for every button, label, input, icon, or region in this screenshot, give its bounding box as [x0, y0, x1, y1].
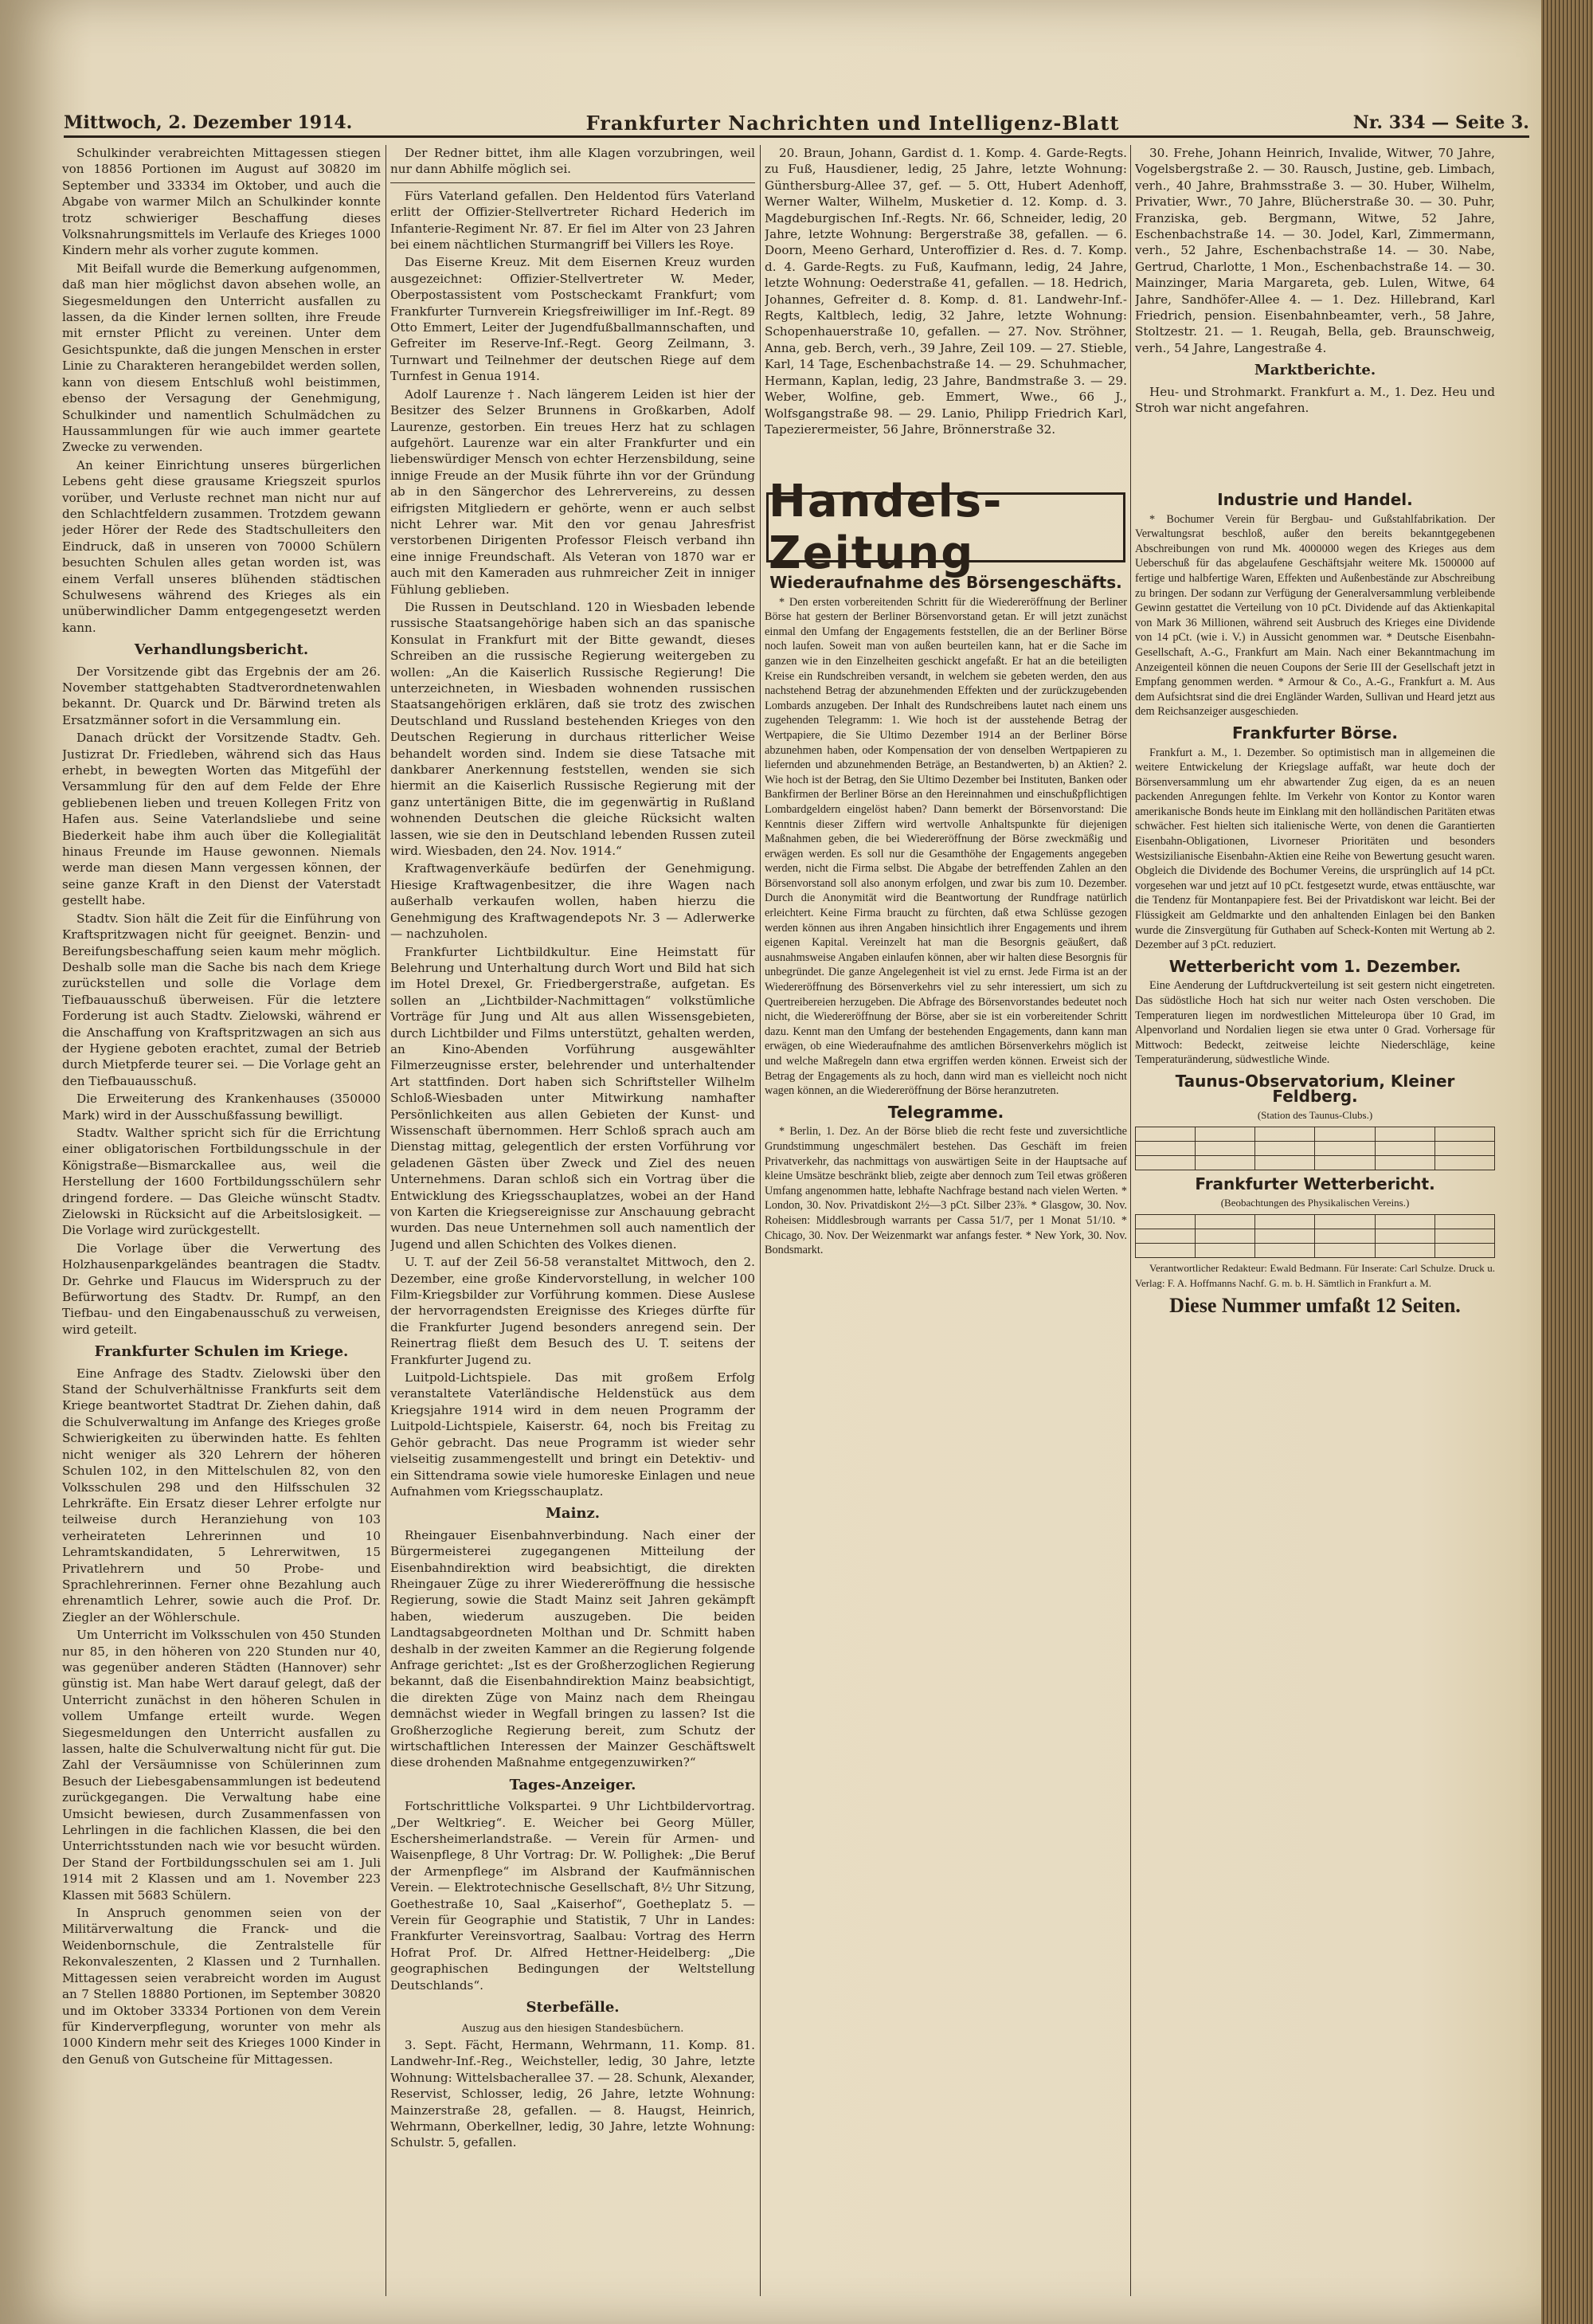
article-paragraph: 3. Sept. Fächt, Hermann, Wehrmann, 11. Komp. 81. Landwehr-Inf.-Reg., Weichsteller, ledig, 30 Jahre, letzte Wohnung: Wittelsbacherallee 37. — 28. Schunk, Alexander, Reservist, Schlosser, ledig, 26 Jahre, letzte Wohnung: Mainzerstraße 28, gefallen. — 8. Haugst, Heinrich, Wehrmann, Oberkellner, ledig, 30 Jahre, letzte Wohnung: Schulstr. 5, gefallen.: [390, 2037, 755, 2150]
weather-table-taunus: [1135, 1127, 1495, 1170]
handelszeitung-banner: Handels-Zeitung: [766, 492, 1125, 562]
section-heading: Frankfurter Wetterbericht.: [1195, 1174, 1435, 1193]
article-paragraph: Rheingauer Eisenbahnverbindung. Nach einer der Bürgermeisterei zugegangenen Mitteilung der Eisenbahndirektion wird beabsichtigt, die direkten Rheingauer Züge zu ihrer Wiedereröffnung die hessische Regierung, sowie die Stadt Mainz seit Jahren gekämpft haben, wiederum auszugeben. Die beiden Landtagsabgeordneten Molthan und Dr. Schmitt haben deshalb in der zweiten Kammer an die Regierung folgende Anfrage gerichtet: „Ist es der Großherzoglichen Regierung bekannt, daß die Eisenbahndirektion Mainz beabsichtigt, die direkten Züge von Mainz nach dem Rheingau demnächst wieder in Wegfall bringen zu lassen? Ist die Großherzogliche Regierung bereit, zum Schutz der wirtschaftlichen Interessen der Mainzer Geschäftswelt diese drohenden Maßnahme entgegenzuwirken?“: [390, 1527, 755, 1770]
column-rule: [760, 145, 761, 2296]
article-paragraph: Das Eiserne Kreuz. Mit dem Eisernen Kreuz wurden ausgezeichnet: Offizier-Stellvertreter W. Meder, Oberpostassistent vom Postscheckamt Frankfurt; vom Frankfurter Turnverein Kriegsfreiwilliger im Inf.-Regt. 89 Otto Emmert, Leiter der Jugendfußballmannschaften, und Gefreiter im Reserve-Inf.-Regt. Georg Zeilmann, 3. Turnwart und Teilnehmer der deutschen Riege auf dem Turnfest in Genua 1914.: [390, 255, 755, 384]
section-heading: Frankfurter Börse.: [1232, 723, 1398, 743]
section-subheading: Auszug aus den hiesigen Standesbüchern.: [461, 2022, 684, 2035]
article-paragraph: Frankfurter Lichtbildkultur. Eine Heimstatt für Belehrung und Unterhaltung durch Wort und Bild hat sich im Hotel Drexel, Gr. Friedbergerstraße, aufgetan. Es sollen an „Lichtbilder-Nachmittagen“ volkstümliche Vorträge für Jung und Alt aus allen Wissensgebieten, durch Lichtbilder und Films unterstützt, gehalten werden, an Kino-Abenden Vorführung ausgewählter Filmerzeugnisse erster, belehrender und unterhaltender Art stattfinden. Dort haben sich Schriftsteller Wilhelm Schloß-Wiesbaden unter Mitwirkung namhafter Persönlichkeiten aus allen Gebieten der Kunst- und Wissenschaft übernommen. Herr Schloß sprach auch am Dienstag mittag, gelegentlich der ersten Vorführung vor geladenen Gästen über Zweck und Ziel des neuen Unternehmens. Daran schloß sich ein Vortrag über die Entwicklung des Kriegsschauplatzes, wobei an der Hand von Karten die Kriegsereignisse zur Anschauung gebracht wurden. Das neue Unternehmen soll auch namentlich der Jugend und allen Schichten des Volkes dienen.: [390, 944, 755, 1252]
divider: [390, 182, 755, 183]
column-rule: [1130, 145, 1131, 2296]
article-paragraph: Der Vorsitzende gibt das Ergebnis der am 26. November stattgehabten Stadtverordnetenwahlen bekannt. Dr. Quarck und Dr. Bärwind treten als Ersatzmänner sofort in die Versammlung ein.: [62, 664, 381, 727]
section-heading: Frankfurter Schulen im Kriege.: [94, 1343, 349, 1361]
article-paragraph: * Bochumer Verein für Bergbau- und Gußstahlfabrikation. Der Verwaltungsrat beschloß, außer den bereits bekanntgegebenen Abschreibungen von rund Mk. 4000000 wegen des Krieges aus dem Ueberschuß für das abgelaufene Geschäftsjahr weitere Mk. 1500000 auf fertige und halbfertige Waren, Effekten und Außenbestände zur Abschreibung zu bringen. Der sodann zur Verfügung der Generalversammlung verbleibende Gewinn gestattet die Verteilung von 10 pCt. Dividende auf das Aktienkapital von Mark 36 Millionen, während seit Ausbruch des Krieges eine Dividende von 14 pCt. (wie i. V.) in Aussicht genommen war. * Deutsche Eisenbahn-Gesellschaft, A.-G., Frankfurt am Main. Nach einer Bekanntmachung im Anzeigenteil können die neuen Coupons der Serie III der Gesellschaft jetzt in Empfang genommen werden. * Armour & Co., A.-G., Frankfurt a. M. Aus dem Aufsichtsrat sind die drei Engländer Warden, Sullivan und Heard jetzt aus dem Reichsanzeiger ausgeschieden.: [1135, 512, 1495, 719]
masthead-date: Mittwoch, 2. Dezember 1914.: [64, 112, 353, 133]
article-paragraph: 20. Braun, Johann, Gardist d. 1. Komp. 4. Garde-Regts. zu Fuß, Hausdiener, ledig, 25 Jahre, letzte Wohnung: Günthersburg-Allee 37, gef. — 5. Ott, Hubert Adenhoff, Werner Walter, Wilhelm, Musketier d. 12. Komp. d. 3. Magdeburgischen Inf.-Regts. Nr. 66, Schneider, ledig, 20 Jahre, letzte Wohnung: Bergerstraße 38, gefallen. — 6. Doorn, Meeno Gerhard, Unteroffizier d. Res. d. 7. Komp. d. 4. Garde-Regts. zu Fuß, Kaufmann, ledig, 24 Jahre, letzte Wohnung: Oederstraße 41, gefallen. — 18. Hedrich, Johannes, Gefreiter d. 8. Komp. d. 81. Landwehr-Inf.-Regts, Kaltblech, ledig, 32 Jahre, letzte Wohnung: Schopenhauerstraße 10, gefallen. — 27. Nov. Ströhner, Anna, geb. Berch, verh., 39 Jahre, Zeil 109. — 27. Stieble, Karl, 14 Tage, Eschenbachstraße 14. — 29. Schuhmacher, Hermann, Kaplan, ledig, 23 Jahre, Bandmstraße 3. — 29. Weber, Wolfine, geb. Emmert, Wwe., 66 J., Wolfsgangstraße 98. — 29. Lanio, Philipp Friedrich Karl, Tapezierermeister, 56 Jahre, Brönnerstraße 32.: [765, 146, 1127, 437]
section-subheading: (Station des Taunus-Clubs.): [1257, 1109, 1373, 1122]
section-heading: Taunus-Observatorium, Kleiner Feldberg.: [1175, 1071, 1455, 1106]
section-heading: Mainz.: [545, 1505, 600, 1523]
section-heading: Industrie und Handel.: [1217, 490, 1413, 509]
column-4-business: [1135, 486, 1495, 2295]
page-count-notice: Diese Nummer umfaßt 12 Seiten.: [1169, 1294, 1461, 1318]
article-paragraph: Schulkinder verabreichten Mittagessen stiegen von 18856 Portionen im August auf 30820 im September und 33334 im Oktober, und auch die Abgabe von warmer Milch an Schulkinder konnte trotz schwieriger Beschaffung dieses Volksnahrungsmittels im Verlaufe des Krieges 1000 Kindern mehr als vorher zugute kommen.: [62, 146, 381, 258]
imprint: Verantwortlicher Redakteur: Ewald Bedmann. Für Inserate: Carl Schulze. Druck u. Verlag: F. A. Hoffmanns Nachf. G. m. b. H. Sämtlich in Frankfurt a. M.: [1135, 1261, 1495, 1289]
section-heading: Sterbefälle.: [526, 1999, 620, 2016]
column-1: [62, 145, 381, 2296]
article-paragraph: Die Vorlage über die Verwertung des Holzhausenparkgeländes beantragen die Stadtv. Dr. Gehrke und Flaucus im Widerspruch zu der Befürwortung des Stadtv. Dr. Rumpf, an den Tiefbau- und den Eingabenausschuß zu verweisen, wird geteilt.: [62, 1240, 381, 1337]
column-2: [390, 145, 755, 2296]
article-paragraph: Der Redner bittet, ihm alle Klagen vorzubringen, weil nur dann Abhilfe möglich sei.: [390, 146, 755, 177]
column-3-deaths: [765, 145, 1127, 496]
weather-table-frankfurt: [1135, 1214, 1495, 1258]
article-paragraph: Eine Aenderung der Luftdruckverteilung ist seit gestern nicht eingetreten. Das südöstliche Hoch hat sich nur weiter nach Osten verschoben. Die Temperaturen liegen im nordwestlichen Mitteleuropa über 10 Grad, im Alpenvorland und Nordalien liegen sie etwa unter 0 Grad. Vorhersage für Mittwoch: Bedeckt, zeitweise leichte Niederschläge, keine Temperaturänderung, südwestliche Winde.: [1135, 979, 1495, 1067]
article-paragraph: * Berlin, 1. Dez. An der Börse blieb die recht feste und zuversichtliche Grundstimmung ungeschmälert bestehen. Das Geschäft im freien Privatverkehr, das nachmittags von auswärtigen Seite in der Hauptsache auf kleine Umsätze beschränkt blieb, zeigte aber dennoch zum Teil etwas größeren Umfang angenommen hatte, lebhafte Nachfrage bestand nach vielen Werten. * London, 30. Nov. Privatdiskont 2½—3 pCt. Silber 23⅞. * Glasgow, 30. Nov. Roheisen: Middlesbrough warrants per Cassa 51/7, per 1 Monat 51/10. * Chicago, 30. Nov. Der Weizenmarkt war anfangs fester. * New York, 30. Nov. Bondsmarkt.: [765, 1125, 1127, 1257]
article-paragraph: U. T. auf der Zeil 56-58 veranstaltet Mittwoch, den 2. Dezember, eine große Kindervorstellung, in welcher 100 Film-Kriegsbilder zur Vorführung kommen. Diese Auslese der hervorragendsten Ereignisse des Krieges dürfte für die Frankfurter Jugend besonders anregend sein. Der Reinertrag fließt dem Besuch des U. T. seitens der Frankfurter Jugend zu.: [390, 1255, 755, 1367]
masthead: [64, 110, 1529, 138]
section-heading: Tages-Anzeiger.: [509, 1776, 636, 1793]
section-subheading: (Beobachtungen des Physikalischen Vereins.): [1220, 1197, 1410, 1209]
article-paragraph: Stadtv. Walther spricht sich für die Errichtung einer obligatorischen Fortbildungsschule in der Königstraße—Bismarckallee aus, weil die Herstellung der 1600 Fortbildungsschülern sehr dringend fordere. — Das Gleiche wünscht Stadtv. Zielowski in Rücksicht auf die Arbeitslosigkeit. — Die Vorlage wird zurückgestellt.: [62, 1125, 381, 1238]
book-edge: [1541, 0, 1593, 2324]
article-paragraph: 30. Frehe, Johann Heinrich, Invalide, Witwer, 70 Jahre, Vogelsbergstraße 2. — 30. Rausch, Justine, geb. Limbach, verh., 40 Jahre, Brahmsstraße 3. — 30. Huber, Wilhelm, Privatier, Wwr., 70 Jahre, Blücherstraße 30. — 30. Puhr, Franziska, geb. Bergmann, Witwe, 52 Jahre, Eschenbachstraße 14. — 30. Jodel, Karl, Zimmermann, verh., 52 Jahre, Eschenbachstraße 14. — 30. Nabe, Gertrud, Charlotte, 1 Mon., Eschenbachstraße 14. — 30. Mainzinger, Maria Margareta, geb. Lulen, Witwe, 64 Jahre, Sandhöfer-Allee 4. — 1. Dez. Hillebrand, Karl Friedrich, pension. Eisenbahnbeamter, verh., 58 Jahre, Stoltzestr. 21. — 1. Reugah, Bella, geb. Braunschweig, verh., 54 Jahre, Langestraße 4.: [1135, 146, 1495, 355]
column-4-deaths: [1135, 145, 1495, 480]
article-paragraph: Frankfurt a. M., 1. Dezember. So optimistisch man in allgemeinen die weitere Entwickelung der Kriegslage auffaßt, war heute doch der Börsenversammlung um ehr abwartender Zug eigen, da es an neuen packenden Anregungen fehlte. Im Verkehr von Kontor zu Kontor waren amerikanische Bonds heute im Einklang mit den holländischen Paritäten etwas schwächer. Fest hielten sich italienische Werte, von denen die Garantierten Eisenbahn-Obligationen, Livorneser Prioritäten und besonders Westsizilianische Eisenbahn-Aktien eine Reihe von Bewertung gesucht waren. Obgleich die Dividende des Bochumer Vereins, die ursprünglich auf 14 pCt. vorgesehen war und jetzt auf 10 pCt. festgesetzt wurde, etwas enttäuschte, war die Tendenz für Montanpapiere fest. Bei der Privatdiskont war leicht. Bei der Flüssigkeit am Geldmarkte und den anhaltenden Einlagen bei den Banken wurde die Zinsvergütung für Guthaben auf Scheck-Konten mit Wertung ab 2. Dezember auf 3 pCt. reduziert.: [1135, 746, 1495, 952]
article-paragraph: Die Russen in Deutschland. 120 in Wiesbaden lebende russische Staatsangehörige haben sich an das spanische Konsulat in Frankfurt mit der Bitte gewandt, dieses Schreiben an die russische Regierung weitergeben zu wollen: „An die Kaiserlich Russische Regierung! Die unterzeichneten, in Wiesbaden wohnenden russischen Staatsangehörigen erklären, daß sie trotz des zwischen Deutschland und Russland bestehenden Krieges von den Deutschen Regierung in durchaus ritterlicher Weise behandelt worden sind. Indem sie diese Tatsache mit dankbarer Anerkennung feststellen, wenden sie sich hiermit an die Kaiserlich Russische Regierung mit der ganz untertänigen Bitte, die im gegenwärtig in Rußland wohnenden Deutschen die gleiche Rücksicht walten lassen, wie sie den in Deutschland lebenden Russen zuteil wird. Wiesbaden, den 24. Nov. 1914.“: [390, 599, 755, 859]
article-paragraph: Fortschrittliche Volkspartei. 9 Uhr Lichtbildervortrag. „Der Weltkrieg“. E. Weicher bei Georg Müller, Eschersheimerlandstraße. — Verein für Armen- und Waisenpflege, 8 Uhr Vortrag: Dr. W. Pollighek: „Die Beruf der Armenpflege“ im Alsbrand der Kaufmännischen Verein. — Elektrotechnische Gesellschaft, 8½ Uhr Sitzung, Goethestraße 10, Saal „Kaiserhof“, Goetheplatz 5. — Verein für Geographie und Statistik, 7 Uhr in Landes: Frankfurter Vereinsvortrag, Saalbau: Vortrag des Herrn Hofrat Prof. Dr. Alfred Hettner-Heidelberg: „Die geographischen Bedingungen der Weltstellung Deutschlands“.: [390, 1799, 755, 1993]
article-paragraph: Danach drückt der Vorsitzende Stadtv. Geh. Justizrat Dr. Friedleben, während sich das Haus erhebt, in bewegten Worten das Mitgefühl der Versammlung für den auf dem Felde der Ehre gebliebenen lieben und treuen Kollegen Fritz von Hafen aus. Seine Vaterlandsliebe und seine Biederkeit habe ihm auch über die Kollegialität hinaus Freunde im Hause gewonnen. Niemals werde man diesen Mann vergessen können, der seine ganze Kraft in den Dienst der Vaterstadt gestellt habe.: [62, 731, 381, 908]
article-paragraph: An keiner Einrichtung unseres bürgerlichen Lebens geht diese grausame Kriegszeit spurlos vorüber, und Verluste rechnet man nicht nur auf den Schlachtfeldern zusammen. Trotzdem gewann jeder Hörer der Rede des Stadtschulleiters den Eindruck, daß in unseren von 70000 Schülern besuchten Schulen alles getan worden ist, was einem Verfall unseres blühenden städtischen Schulwesens während des Krieges als ein unüberwindlicher Damm entgegengesetzt werden kann.: [62, 457, 381, 635]
masthead-title: Frankfurter Nachrichten und Intelligenz-Blatt: [585, 111, 1120, 135]
section-heading: Marktberichte.: [1254, 362, 1376, 379]
article-paragraph: Kraftwagenverkäufe bedürfen der Genehmigung. Hiesige Kraftwagenbesitzer, die ihre Wagen nach außerhalb verkaufen wollen, haben hierzu die Genehmigung des Kraftwagendepots Nr. 3 — Adlerwerke — nachzuholen.: [390, 861, 755, 942]
article-paragraph: Fürs Vaterland gefallen. Den Heldentod fürs Vaterland erlitt der Offizier-Stellvertreter Richard Hederich im Infanterie-Regiment Nr. 87. Er fiel im Alter von 23 Jahren bei einem nächtlichen Sturmangriff bei Villers les Roye.: [390, 188, 755, 253]
article-paragraph: Luitpold-Lichtspiele. Das mit großem Erfolg veranstaltete Vaterländische Heldenstück aus dem Kriegsjahre 1914 wird in dem neuen Programm der Luitpold-Lichtspiele, Kaiserstr. 64, noch bis Freitag zu Gehör gebracht. Das neue Programm ist wieder sehr vielseitig zusammengestellt und bringt ein Detektiv- und ein Sittendrama sowie viele humoreske Einlagen und neue Aufnahmen vom Kriegsschauplatz.: [390, 1370, 755, 1499]
column-3-business: [765, 569, 1127, 2294]
article-paragraph: * Den ersten vorbereitenden Schritt für die Wiedereröffnung der Berliner Börse hat gestern der Berliner Börsenvorstand getan. Er will jetzt zunächst einmal den Umfang der Engagements feststellen, die an der Berliner Börse noch laufen. Soweit man von außen beurteilen kann, hat er die Sache im ganzen wie in den Einzelheiten geschickt angefaßt. Er hat an die beteiligten Kreise ein Rundschreiben versandt, in welchem sie gebeten werden, den aus nachstehend Betrag der abzunehmenden Effekten und der zurückzugebenden Lombards anzugeben. Der Inhalt des Rundschreibens lautet nach einem uns zugehenden Telegramm: 1. Wie hoch ist der ausstehende Betrag der Wertpapiere, die Sie Ultimo Dezember 1914 an der Berliner Börse abzunehmen haben, oder Kompensation der von denselben Wertpapieren zu liefernden und abzunehmenden Beträge, an Bestandwerten, b) an Aktien? 2. Wie hoch ist der Betrag, den Sie Ultimo Dezember bei Instituten, Banken oder Bankfirmen der Berliner Börse an den Hereinnahmen und einschußpflichtigen Lombardgeldern eingelöst haben? Dann bemerkt der Börsenvorstand: Die Kenntnis dieser Ziffern wird wertvolle Anhaltspunkte für diejenigen Maßnahmen geben, die bei Wiedereröffnung der Börse zweckmäßig und erwägen werden. Es soll nur die Gesamthöhe der Engagements angegeben werden, nicht die Firma selbst. Die Abgabe der betreffenden Zahlen an den Börsenvorstand soll also anonym erfolgen, und zwar bis zum 10. Dezember. Durch die Anonymität wird die Beantwortung der Rundfrage natürlich erleichtert. Keine Firma braucht zu fürchten, daß etwa Schlüsse gezogen werden können aus ihren Angaben hinsichtlich ihrer Engagements und ihrem eigenen Kapital. Vereinzelt hat man die Besorgnis geäußert, daß ausnahmsweise Angaben einlaufen können, aber wir halten diese Besorgnis für unbegründet. Die ganze Angelegenheit ist viel zu ernst. Jede Firma ist an der Wiedereröffnung des Börsenverkehrs viel zu sehr interessiert, um sich zu Quertreibereien herzugeben. Die Abfrage des Börsenvorstandes bedeutet noch nicht, die Wiedereröffnung der Börse, aber sie ist ein vorbereitender Schritt dazu. Kennt man den Umfang der bestehenden Engagements, dann kann man erwägen, ob eine Wiederaufnahme des amtlichen Börsenverkehrs möglich ist und welche Maßregeln dann etwa ergriffen werden können. Erweist sich der Betrag der Engagements als zu hoch, dann wird man es vielleicht noch nicht wagen können, an die Wiedereröffnung der Börse heranzutreten.: [765, 595, 1127, 1098]
article-paragraph: In Anspruch genommen seien von der Militärverwaltung die Franck- und die Weidenbornschule, die Zentralstelle für Rekonvaleszenten, 2 Klassen und 2 Turnhallen. Mittagessen seien verabreicht worden im August an 7 Stellen 18880 Portionen, im September 30820 und im Oktober 33334 Portionen von dem Verein für Kinderverpflegung, worunter von mehr als 1000 Kindern mehr seit des Krieges 1000 Kinder in den Genuß von Gutscheine für Mittagessen.: [62, 1906, 381, 2067]
article-paragraph: Um Unterricht im Volksschulen von 450 Stunden nur 85, in den höheren von 220 Stunden nur 40, was gegenüber anderen Städten (Hannover) sehr günstig ist. Man habe Wert darauf gelegt, daß der Unterricht zunächst in den höheren Schulen in vollem Umfange erteilt wurde. Wegen Siegesmeldungen den Unterricht ausfallen zu lassen, halte die Schulverwaltung nicht für gut. Die Zahl der Versäumnisse von Schülerinnen zum Besuch der Liebesgabensammlungen ist bedeutend zurückgegangen. Die Verwaltung habe eine Umsicht bewiesen, durch Zusammenfassen von Lehrlingen in die fachlichen Klassen, die bei den Unterrichtsstunden nach wie vor besucht würden. Der Stand der Fortbildungsschulen sei am 1. Juli 1914 mit 2 Klassen und am 1. November 223 Klassen mit 5683 Schülern.: [62, 1628, 381, 1903]
article-paragraph: Heu- und Strohmarkt. Frankfurt a. M., 1. Dez. Heu und Stroh war nicht angefahren.: [1135, 384, 1495, 416]
article-paragraph: Adolf Laurenze †. Nach längerem Leiden ist hier der Besitzer des Selzer Brunnens in Großkarben, Adolf Laurenze, gestorben. Ein treues Herz hat zu schlagen aufgehört. Laurenze war ein alter Frankfurter und ein liebenswürdiger Mensch von echter Herzensbildung, seine innige Freude an der Musik führte ihn vor der Gründung ab in den Sängerchor des Lehrervereins, zu dessen eifrigsten Mitgliedern er gehörte, wenn er auch selbst nicht Lehrer war. Mit den vor genau Jahresfrist verstorbenen Dirigenten Professor Fleisch verband ihn eine innige Freundschaft. Als Veteran von 1870 war er auch mit den Kameraden aus ruhmreicher Zeit in inniger Fühlung geblieben.: [390, 386, 755, 597]
section-heading: Verhandlungsbericht.: [134, 641, 309, 659]
section-heading: Wetterbericht vom 1. Dezember.: [1168, 956, 1462, 976]
article-paragraph: Eine Anfrage des Stadtv. Zielowski über den Stand der Schulverhältnisse Frankfurts seit dem Kriege beantwortet Stadtrat Dr. Ziehen dahin, daß die Schulverwaltung im Anfange des Krieges große Schwierigkeiten zu überwinden hatte. Es fehlten nicht weniger als 320 Lehrern der höheren Schulen 102, in den Mittelschulen 82, von den Volksschulen 298 und den Hilfsschulen 32 Lehrkräfte. Ein Ersatz dieser Lehrer erfolgte nur teilweise durch Heranziehung von 103 verheirateten Lehrerinnen und 10 Lehramtskandidaten, 5 Lehrerwitwen, 15 Privatlehrern und 50 Probe- und Sprachlehrerinnen. Ferner ohne Bezahlung auch ehrenamtlich Lehrer, sowie auch die Prof. Dr. Ziegler an der Wöhlerschule.: [62, 1366, 381, 1624]
masthead-page: Nr. 334 — Seite 3.: [1352, 112, 1529, 133]
section-heading: Telegramme.: [887, 1102, 1004, 1122]
section-heading: Wiederaufnahme des Börsengeschäfts.: [769, 573, 1122, 592]
article-paragraph: Mit Beifall wurde die Bemerkung aufgenommen, daß man hier möglichst davon absehen wolle, an Siegesmeldungen den Unterricht ausfallen zu lassen, da die Kinder lernen sollten, ihre Freude mit ernster Pflicht zu vereinen. Unter dem Gesichtspunkte, daß die jungen Menschen in erster Linie zu Charakteren herangebildet werden sollen, kann von diesem Entschluß wohl beistimmen, ebenso der Versagung der Genehmigung, Schulkinder und namentlich Schulmädchen zu Haussammlungen für wie auch immer geartete Zwecke zu verwenden.: [62, 261, 381, 455]
article-paragraph: Stadtv. Sion hält die Zeit für die Einführung von Kraftspritzwagen nicht für geeignet. Benzin- und Bereifungsbeschaffung seien kaum mehr möglich. Deshalb solle man die Sache bis nach dem Kriege zurückstellen und solle die Vorlage dem Tiefbauausschuß überweisen. Für die letztere Forderung ist auch Stadtv. Zielowski, während er die Anschaffung von Kraftspritzwagen an sich aus der Hygiene geboten erachtet, zumal der Betrieb durch Mietpferde teurer sei. — Die Vorlage geht an den Tiefbauausschuß.: [62, 911, 381, 1088]
article-paragraph: Die Erweiterung des Krankenhauses (350000 Mark) wird in der Ausschußfassung bewilligt.: [62, 1091, 381, 1123]
